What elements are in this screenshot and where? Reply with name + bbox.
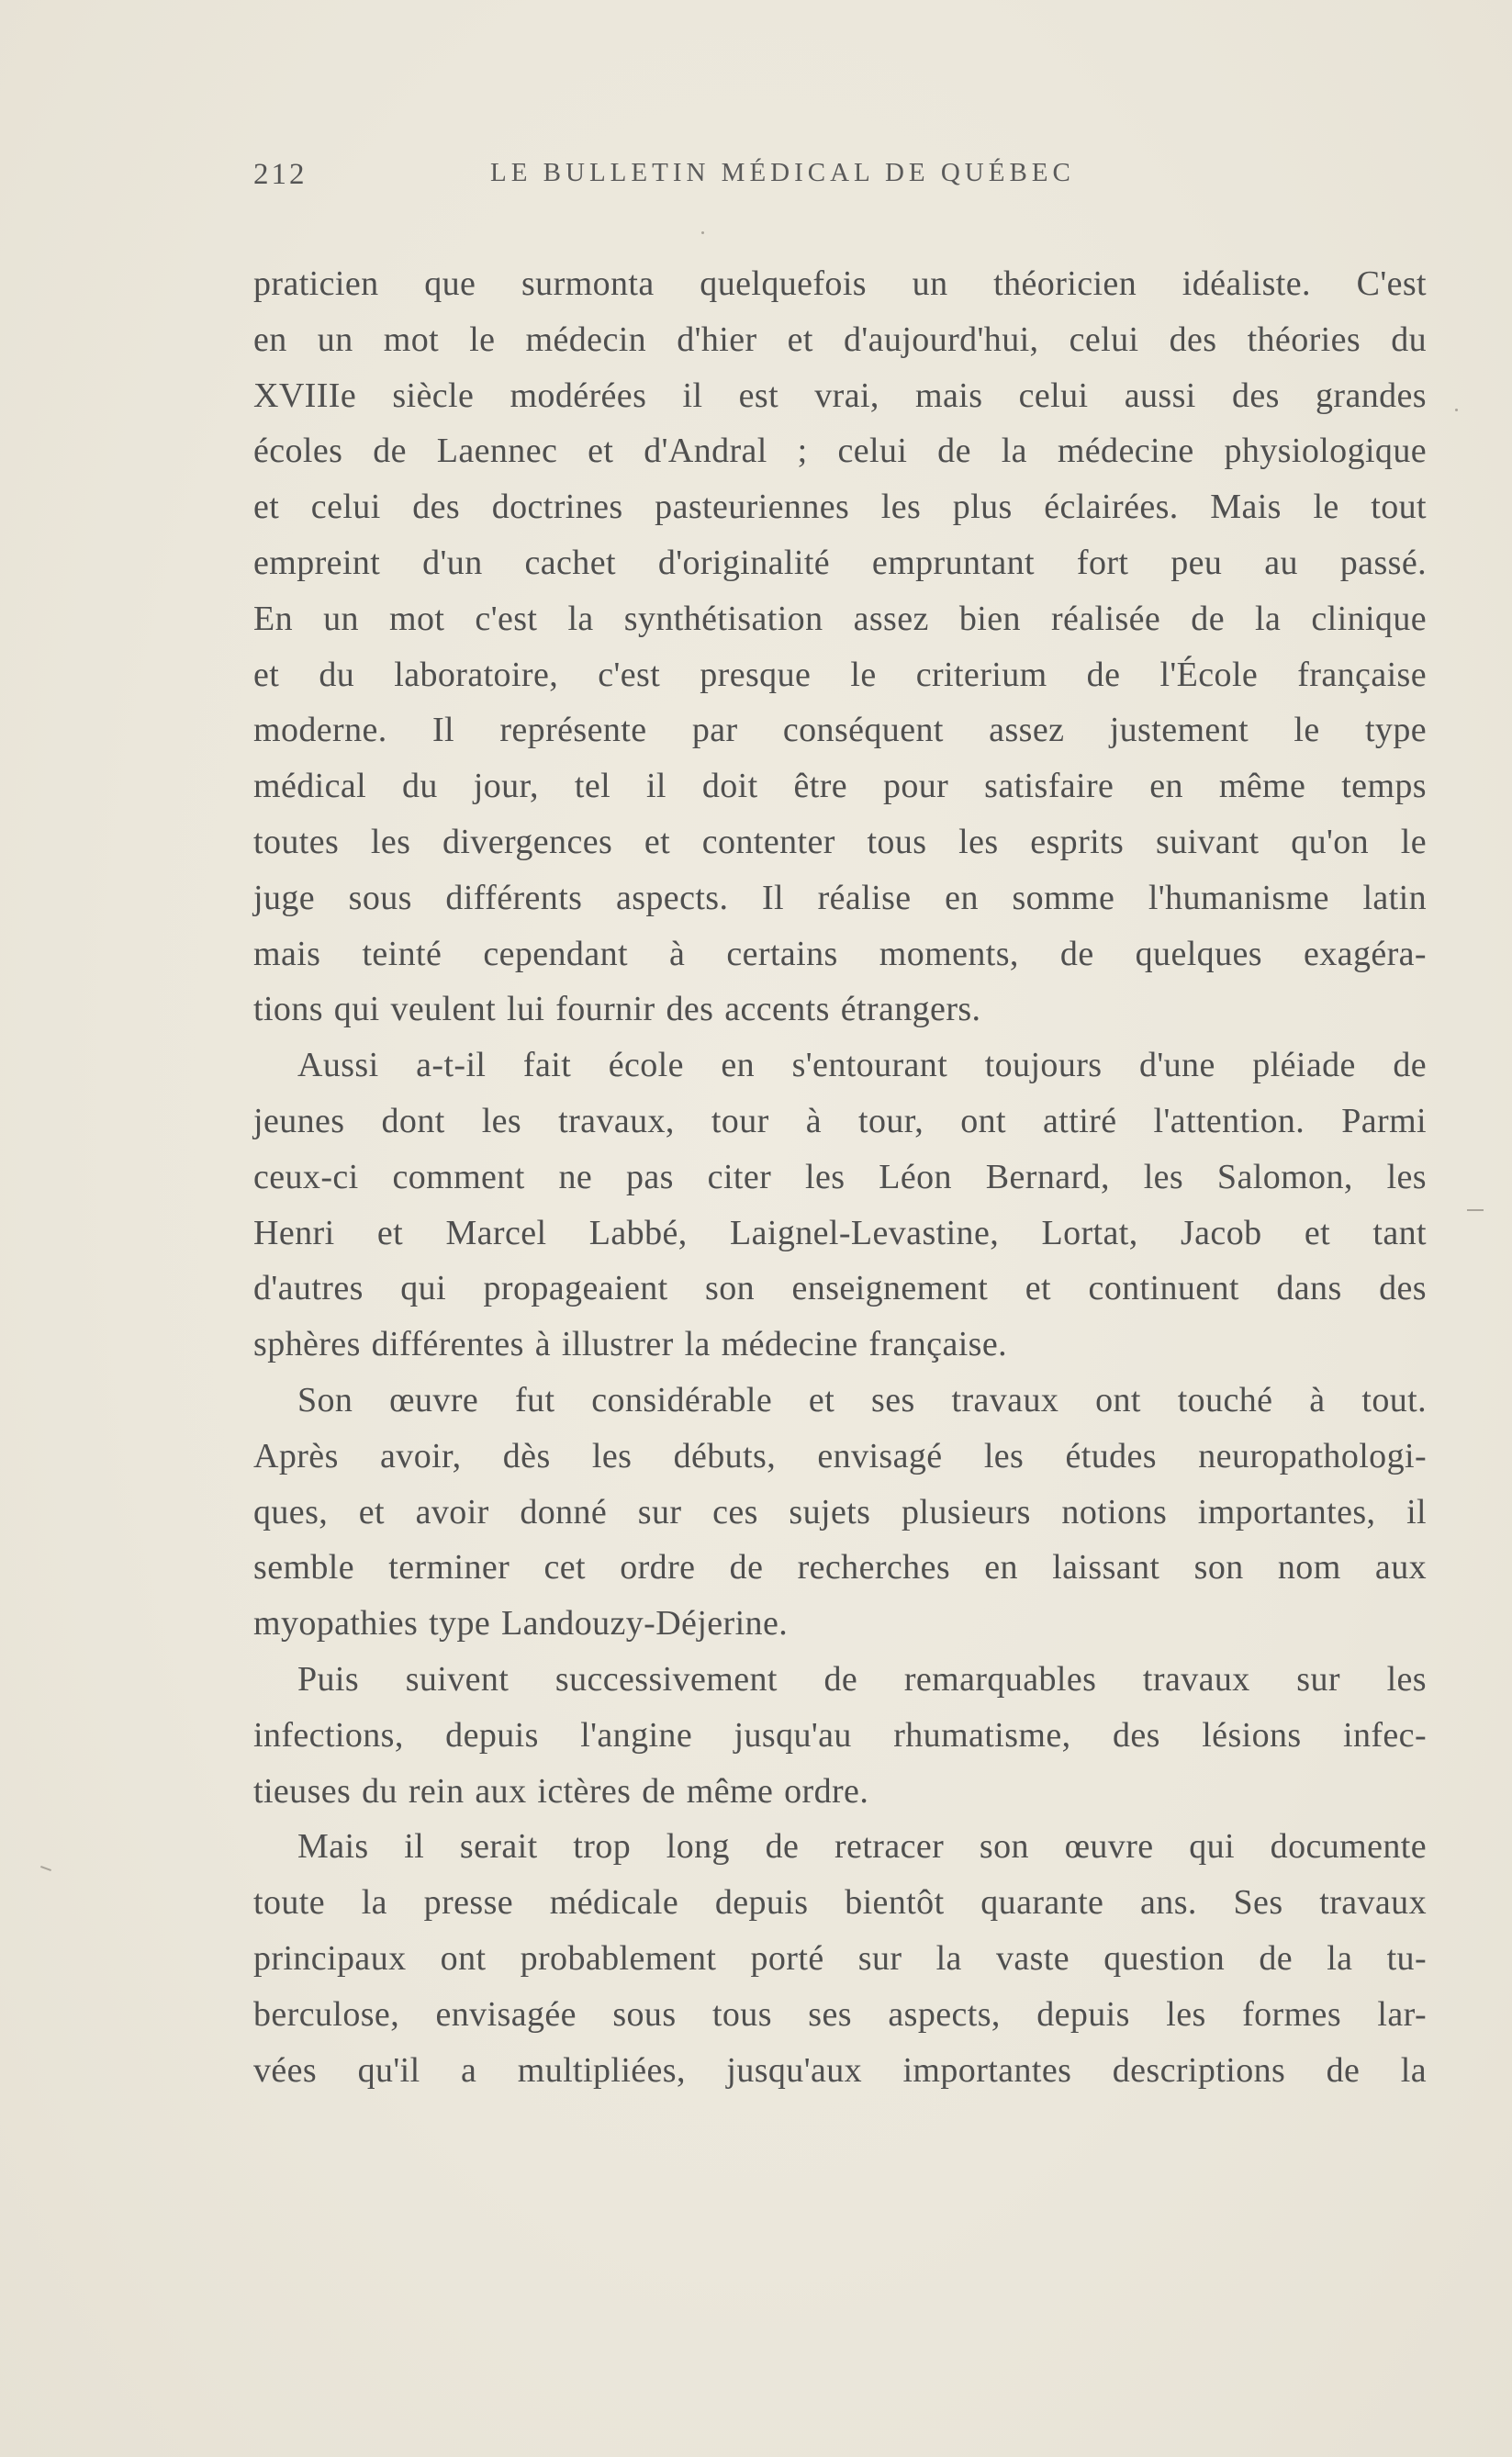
text-line: juge sous différents aspects. Il réalise en somme l'humanisme latin (253, 878, 1427, 917)
text-line: et celui des doctrines pasteuriennes les plus éclairées. Mais le tout (253, 488, 1427, 527)
text-line: berculose, envisagée sous tous ses aspects, depuis les formes lar- (253, 1994, 1427, 2034)
text-line: empreint d'un cachet d'originalité empruntant fort peu au passé. (253, 543, 1427, 582)
text-line: myopathies type Landouzy-Déjerine. (253, 1604, 789, 1644)
text-line: Après avoir, dès les débuts, envisagé les études neuropathologi- (253, 1436, 1427, 1475)
page-number: 212 (253, 158, 308, 191)
paragraph-first-line: Son œuvre fut considérable et ses travaux ont touché à tout. (297, 1380, 1427, 1419)
scan-speck (701, 231, 704, 234)
scan-speck (1455, 409, 1458, 411)
text-line: ques, et avoir donné sur ces sujets plusieurs notions importantes, il (253, 1492, 1427, 1531)
text-line: ceux-ci comment ne pas citer les Léon Bernard, les Salomon, les (253, 1157, 1427, 1196)
text-line: En un mot c'est la synthétisation assez bien réalisée de la clinique (253, 599, 1427, 638)
text-line: semble terminer cet ordre de recherches en laissant son nom aux (253, 1548, 1427, 1588)
text-line: toute la presse médicale depuis bientôt quarante ans. Ses travaux (253, 1883, 1427, 1923)
body-text (253, 256, 1427, 2098)
text-line: tieuses du rein aux ictères de même ordre. (253, 1771, 869, 1811)
text-line: principaux ont probablement porté sur la vaste question de la tu- (253, 1938, 1427, 1978)
text-line: vées qu'il a multipliées, jusqu'aux importantes descriptions de la (253, 2050, 1427, 2090)
text-line: XVIIIe siècle modérées il est vrai, mais celui aussi des grandes (253, 376, 1427, 415)
paragraph-first-line: Aussi a-t-il fait école en s'entourant toujours d'une pléiade de (297, 1046, 1427, 1085)
paragraph-first-line: Mais il serait trop long de retracer son œuvre qui documente (297, 1827, 1427, 1867)
scan-mark (40, 1866, 51, 1871)
running-header (253, 158, 1171, 204)
text-line: d'autres qui propageaient son enseignement et continuent dans des (253, 1269, 1427, 1308)
scan-mark (1467, 1209, 1484, 1211)
journal-title: LE BULLETIN MÉDICAL DE QUÉBEC (490, 158, 1075, 187)
text-line: médical du jour, tel il doit être pour satisfaire en même temps (253, 767, 1427, 806)
text-line: écoles de Laennec et d'Andral ; celui de la médecine physiologique (253, 432, 1427, 471)
text-line: moderne. Il représente par conséquent assez justement le type (253, 711, 1427, 750)
paragraph-first-line: Puis suivent successivement de remarquables travaux sur les (297, 1659, 1427, 1699)
text-line: toutes les divergences et contenter tous les esprits suivant qu'on le (253, 822, 1427, 861)
text-line: infections, depuis l'angine jusqu'au rhumatisme, des lésions infec- (253, 1715, 1427, 1755)
text-line: sphères différentes à illustrer la médecine française. (253, 1325, 1008, 1364)
text-line: et du laboratoire, c'est presque le criterium de l'École française (253, 655, 1427, 694)
text-line: Henri et Marcel Labbé, Laignel-Levastine, Lortat, Jacob et tant (253, 1213, 1427, 1252)
text-line: en un mot le médecin d'hier et d'aujourd'hui, celui des théories du (253, 320, 1427, 359)
text-line: tions qui veulent lui fournir des accents étrangers. (253, 990, 981, 1029)
text-line: mais teinté cependant à certains moments, de quelques exagéra- (253, 934, 1427, 973)
text-line: praticien que surmonta quelquefois un théoricien idéaliste. C'est (253, 264, 1427, 303)
text-line: jeunes dont les travaux, tour à tour, ont attiré l'attention. Parmi (253, 1101, 1427, 1140)
